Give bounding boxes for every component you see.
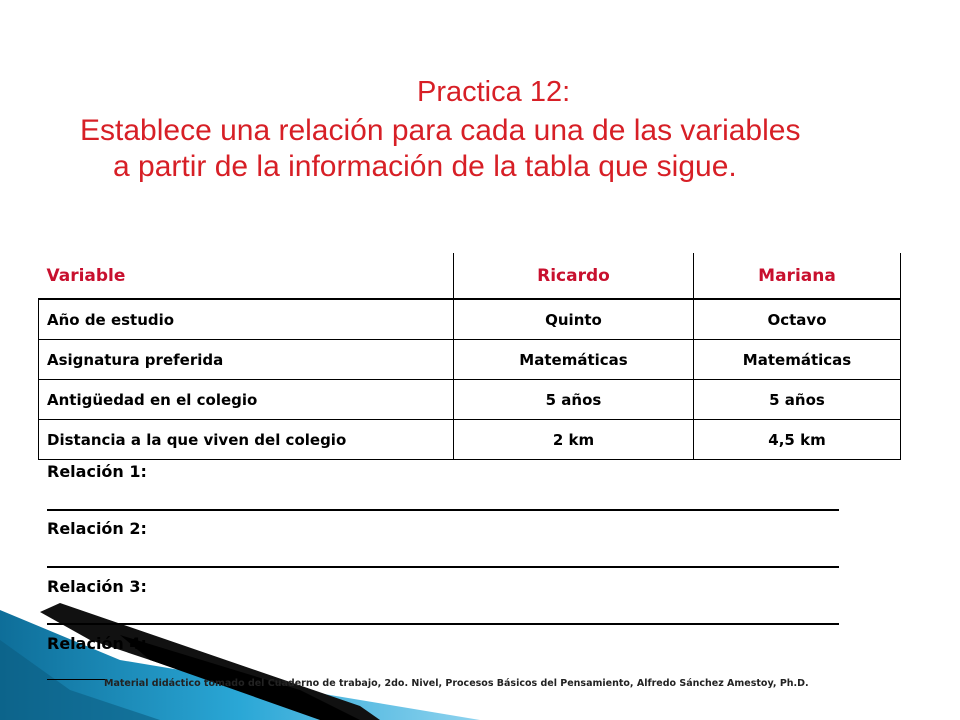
table-cell: 2 km [454, 420, 694, 460]
header-variable: Variable [39, 253, 454, 299]
table-cell: Año de estudio [39, 299, 454, 340]
table-cell: 5 años [694, 380, 901, 420]
relation-1-label: Relación 1: [47, 462, 147, 481]
relation-3-answer-line[interactable] [47, 623, 839, 625]
relation-1-answer-line[interactable] [47, 509, 839, 511]
table-header-row [39, 253, 901, 299]
relation-4-answer-line[interactable] [47, 679, 105, 680]
table-row [39, 380, 901, 420]
relation-2-answer-line[interactable] [47, 566, 839, 568]
table-cell: Octavo [694, 299, 901, 340]
table-cell: Matemáticas [454, 340, 694, 380]
table-cell: Distancia a la que viven del colegio [39, 420, 454, 460]
table-cell: 5 años [454, 380, 694, 420]
relation-4-label: Relación 4: [47, 634, 147, 653]
table-cell: Quinto [454, 299, 694, 340]
relation-3-label: Relación 3: [47, 577, 147, 596]
table-cell: Antigüedad en el colegio [39, 380, 454, 420]
table-row [39, 299, 901, 340]
relation-2-label: Relación 2: [47, 519, 147, 538]
header-ricardo: Ricardo [454, 253, 694, 299]
table-cell: Asignatura preferida [39, 340, 454, 380]
instruction-line-2: a partir de la información de la tabla que sigue. [113, 150, 737, 183]
instruction-line-1: Establece una relación para cada una de las variables [80, 114, 801, 147]
table-row [39, 420, 901, 460]
source-footnote: Material didáctico tomado del Cuaderno de trabajo, 2do. Nivel, Procesos Básicos del Pensamiento, Alfredo Sánchez Amestoy, Ph.D. [104, 678, 809, 689]
practice-title: Practica 12: [417, 76, 571, 108]
header-mariana: Mariana [694, 253, 901, 299]
table-cell: Matemáticas [694, 340, 901, 380]
table-row [39, 340, 901, 380]
variables-table [38, 253, 901, 460]
table-cell: 4,5 km [694, 420, 901, 460]
